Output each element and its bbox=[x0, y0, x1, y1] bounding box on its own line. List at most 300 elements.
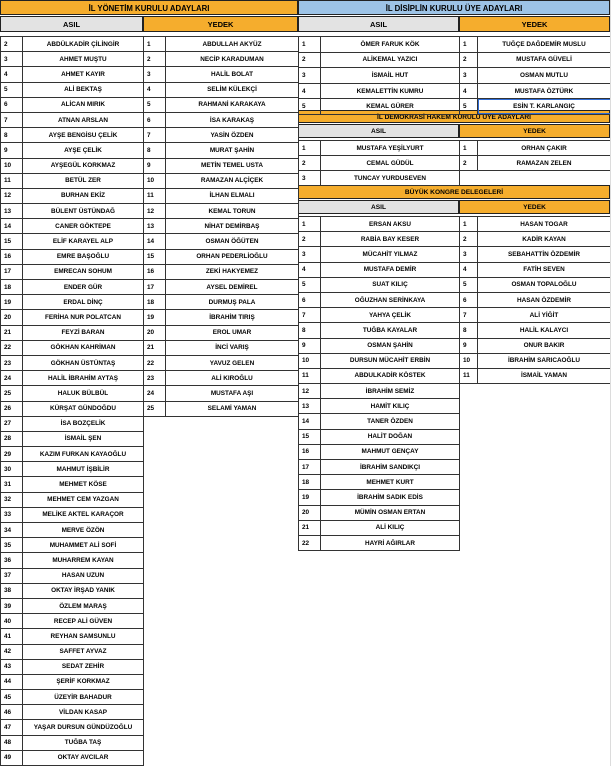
row-number[interactable]: 33 bbox=[1, 507, 23, 522]
row-number[interactable]: 3 bbox=[460, 247, 478, 262]
candidate-name[interactable]: CANER GÖKTEPE bbox=[23, 219, 144, 234]
row-number[interactable]: 6 bbox=[1, 97, 23, 112]
table-row bbox=[1, 720, 144, 735]
candidate-name[interactable]: HAYRİ AĞIRLAR bbox=[321, 535, 460, 550]
candidate-name[interactable]: YASİN ÖZDEN bbox=[166, 128, 299, 143]
candidate-name[interactable]: AYŞEGÜL KORKMAZ bbox=[23, 158, 144, 173]
table-row bbox=[1, 553, 144, 568]
candidate-name[interactable]: İBRAHİM SANDIKÇI bbox=[321, 460, 460, 475]
row-number[interactable]: 17 bbox=[1, 264, 23, 279]
table-row bbox=[1, 128, 144, 143]
row-number[interactable]: 6 bbox=[460, 292, 478, 307]
candidate-name[interactable]: YAVUZ GELEN bbox=[166, 355, 299, 370]
candidate-name[interactable]: MEHMET CEM YAZGAN bbox=[23, 492, 144, 507]
candidate-name[interactable]: TUĞBA TAŞ bbox=[23, 735, 144, 750]
table-row bbox=[299, 156, 460, 171]
candidate-name[interactable]: DURSUN MÜCAHİT ERBİN bbox=[321, 353, 460, 368]
candidate-name[interactable]: HALİL BOLAT bbox=[166, 67, 299, 82]
candidate-name[interactable]: KEMAL GÜRER bbox=[321, 99, 460, 115]
candidate-name[interactable]: ŞERİF KORKMAZ bbox=[23, 674, 144, 689]
row-number[interactable]: 14 bbox=[299, 414, 321, 429]
candidate-name[interactable]: HALUK BÜLBÜL bbox=[23, 386, 144, 401]
row-number[interactable]: 7 bbox=[460, 308, 478, 323]
candidate-name[interactable]: ERDAL DİNÇ bbox=[23, 295, 144, 310]
candidate-name[interactable]: SUAT KILIÇ bbox=[321, 277, 460, 292]
candidate-name[interactable]: MUSTAFA AŞI bbox=[166, 386, 299, 401]
candidate-name[interactable]: MUSTAFA GÜVELİ bbox=[478, 52, 611, 68]
row-number[interactable]: 23 bbox=[144, 371, 166, 386]
candidate-name[interactable]: MELİKE AKTEL KARAÇOR bbox=[23, 507, 144, 522]
table-row bbox=[144, 386, 299, 401]
table-row bbox=[144, 112, 299, 127]
table-row bbox=[1, 173, 144, 188]
candidate-name[interactable]: ONUR BAKIR bbox=[478, 338, 611, 353]
candidate-name[interactable]: BÜLENT ÜSTÜNDAĞ bbox=[23, 204, 144, 219]
table-row bbox=[299, 141, 460, 156]
candidate-name[interactable]: BETÜL ZER bbox=[23, 173, 144, 188]
row-number[interactable]: 28 bbox=[1, 431, 23, 446]
candidate-name[interactable]: İSA BOZÇELİK bbox=[23, 416, 144, 431]
row-number[interactable]: 20 bbox=[1, 310, 23, 325]
candidate-name[interactable]: RABİA BAY KESER bbox=[321, 232, 460, 247]
candidate-name[interactable]: ALİCAN MIRIK bbox=[23, 97, 144, 112]
candidate-name[interactable]: İSMAİL YAMAN bbox=[478, 368, 611, 383]
row-number[interactable]: 9 bbox=[1, 143, 23, 158]
hakem-asil-table bbox=[298, 140, 460, 186]
row-number[interactable]: 1 bbox=[299, 217, 321, 232]
row-number[interactable]: 41 bbox=[1, 629, 23, 644]
row-number[interactable]: 46 bbox=[1, 705, 23, 720]
table-row bbox=[1, 52, 144, 67]
candidate-name[interactable]: İNCİ VARIŞ bbox=[166, 340, 299, 355]
table-row bbox=[1, 750, 144, 765]
candidate-name[interactable]: NECİP KARADUMAN bbox=[166, 52, 299, 67]
table-row bbox=[460, 353, 611, 368]
candidate-name[interactable]: SEBAHATTİN ÖZDEMİR bbox=[478, 247, 611, 262]
row-number[interactable]: 6 bbox=[299, 292, 321, 307]
row-number[interactable]: 17 bbox=[144, 280, 166, 295]
candidate-name[interactable]: EMRE BAŞOĞLU bbox=[23, 249, 144, 264]
candidate-name[interactable]: HALİL İBRAHİM AYTAŞ bbox=[23, 371, 144, 386]
candidate-name[interactable]: VİLDAN KASAP bbox=[23, 705, 144, 720]
table-row bbox=[1, 219, 144, 234]
row-number[interactable]: 2 bbox=[299, 232, 321, 247]
row-number[interactable]: 2 bbox=[299, 52, 321, 68]
row-number[interactable]: 48 bbox=[1, 735, 23, 750]
row-number[interactable]: 18 bbox=[1, 280, 23, 295]
candidate-name[interactable]: MUHAMMET ALİ SOFİ bbox=[23, 538, 144, 553]
row-number[interactable]: 19 bbox=[144, 310, 166, 325]
row-number[interactable]: 4 bbox=[299, 83, 321, 99]
candidate-name[interactable]: YAHYA ÇELİK bbox=[321, 308, 460, 323]
row-number[interactable]: 47 bbox=[1, 720, 23, 735]
candidate-name[interactable]: SELİM KÜLEKÇİ bbox=[166, 82, 299, 97]
row-number[interactable]: 5 bbox=[460, 277, 478, 292]
row-number[interactable]: 16 bbox=[1, 249, 23, 264]
candidate-name[interactable]: İLHAN ELMALI bbox=[166, 188, 299, 203]
row-number[interactable]: 36 bbox=[1, 553, 23, 568]
row-number[interactable]: 6 bbox=[144, 112, 166, 127]
row-number[interactable]: 14 bbox=[1, 219, 23, 234]
table-row bbox=[1, 386, 144, 401]
row-number[interactable]: 40 bbox=[1, 614, 23, 629]
row-number[interactable]: 1 bbox=[460, 37, 478, 53]
row-number[interactable]: 5 bbox=[460, 99, 478, 115]
candidate-name[interactable]: ERSAN AKSU bbox=[321, 217, 460, 232]
row-number[interactable]: 19 bbox=[1, 295, 23, 310]
table-row bbox=[460, 292, 611, 307]
row-number[interactable]: 3 bbox=[144, 67, 166, 82]
table-row bbox=[144, 37, 299, 52]
row-number[interactable]: 7 bbox=[299, 308, 321, 323]
row-number[interactable]: 42 bbox=[1, 644, 23, 659]
table-row bbox=[299, 414, 460, 429]
row-number[interactable]: 16 bbox=[299, 444, 321, 459]
candidate-name[interactable]: SEDAT ZEHİR bbox=[23, 659, 144, 674]
candidate-name[interactable]: MÜCAHİT YILMAZ bbox=[321, 247, 460, 262]
candidate-name[interactable]: TANER ÖZDEN bbox=[321, 414, 460, 429]
table-row bbox=[144, 219, 299, 234]
candidate-name[interactable]: HASAN UZUN bbox=[23, 568, 144, 583]
row-number[interactable]: 31 bbox=[1, 477, 23, 492]
table-row bbox=[460, 262, 611, 277]
candidate-name[interactable]: DURMUŞ PALA bbox=[166, 295, 299, 310]
candidate-name[interactable]: SELAMİ YAMAN bbox=[166, 401, 299, 416]
row-number[interactable]: 25 bbox=[1, 386, 23, 401]
candidate-name[interactable]: SAFFET AYVAZ bbox=[23, 644, 144, 659]
row-number[interactable]: 25 bbox=[144, 401, 166, 416]
row-number[interactable]: 1 bbox=[460, 141, 478, 156]
candidate-name[interactable]: CEMAL GÜDÜL bbox=[321, 156, 460, 171]
candidate-name[interactable]: ATNAN ARSLAN bbox=[23, 112, 144, 127]
row-number[interactable]: 12 bbox=[144, 204, 166, 219]
candidate-name[interactable]: FEYZİ BARAN bbox=[23, 325, 144, 340]
table-row bbox=[299, 217, 460, 232]
table-row bbox=[299, 52, 460, 68]
table-row bbox=[1, 614, 144, 629]
candidate-name[interactable]: NİHAT DEMİRBAŞ bbox=[166, 219, 299, 234]
candidate-name[interactable]: ORHAN ÇAKIR bbox=[478, 141, 611, 156]
table-row bbox=[1, 659, 144, 674]
candidate-name[interactable]: ÖZLEM MARAŞ bbox=[23, 598, 144, 613]
row-number[interactable]: 1 bbox=[299, 37, 321, 53]
row-number[interactable]: 18 bbox=[299, 475, 321, 490]
candidate-name[interactable]: REYHAN SAMSUNLU bbox=[23, 629, 144, 644]
candidate-name[interactable]: OĞUZHAN SERİNKAYA bbox=[321, 292, 460, 307]
disiplin-yedek-header: YEDEK bbox=[459, 16, 610, 32]
table-row bbox=[299, 444, 460, 459]
candidate-name[interactable]: İBRAHİM SARICAOĞLU bbox=[478, 353, 611, 368]
row-number[interactable]: 30 bbox=[1, 462, 23, 477]
candidate-name[interactable]: İSMAİL ŞEN bbox=[23, 431, 144, 446]
row-number[interactable]: 4 bbox=[460, 262, 478, 277]
candidate-name[interactable]: MAHMUT İŞBİLİR bbox=[23, 462, 144, 477]
candidate-name[interactable]: ORHAN PEDERLİOĞLU bbox=[166, 249, 299, 264]
candidate-name[interactable]: ABDULLAH AKYÜZ bbox=[166, 37, 299, 52]
row-number[interactable]: 18 bbox=[144, 295, 166, 310]
row-number[interactable]: 4 bbox=[1, 67, 23, 82]
table-row bbox=[299, 68, 460, 84]
row-number[interactable]: 3 bbox=[299, 68, 321, 84]
table-row bbox=[1, 431, 144, 446]
row-number[interactable]: 16 bbox=[144, 264, 166, 279]
candidate-name[interactable]: OKTAY İRŞAD YANIK bbox=[23, 583, 144, 598]
table-row bbox=[1, 97, 144, 112]
row-number[interactable]: 2 bbox=[460, 156, 478, 171]
row-number[interactable]: 13 bbox=[1, 204, 23, 219]
row-number[interactable]: 19 bbox=[299, 490, 321, 505]
row-number[interactable]: 8 bbox=[460, 323, 478, 338]
row-number[interactable]: 21 bbox=[299, 520, 321, 535]
candidate-name[interactable]: YAŞAR DURSUN GÜNDÜZOĞLU bbox=[23, 720, 144, 735]
row-number[interactable]: 5 bbox=[299, 99, 321, 115]
row-number[interactable]: 22 bbox=[144, 355, 166, 370]
candidate-name[interactable]: EROL UMAR bbox=[166, 325, 299, 340]
candidate-name[interactable]: ESİN T. KARLANGIÇ bbox=[478, 99, 611, 115]
candidate-name[interactable]: ALİ KIROĞLU bbox=[166, 371, 299, 386]
candidate-name[interactable]: OSMAN TOPALOĞLU bbox=[478, 277, 611, 292]
table-row bbox=[144, 82, 299, 97]
row-number[interactable]: 11 bbox=[144, 188, 166, 203]
row-number[interactable]: 1 bbox=[460, 217, 478, 232]
row-number[interactable]: 21 bbox=[144, 340, 166, 355]
table-row bbox=[460, 338, 611, 353]
row-number[interactable]: 20 bbox=[299, 505, 321, 520]
row-number[interactable]: 11 bbox=[1, 173, 23, 188]
candidate-name[interactable]: MERVE ÖZÖN bbox=[23, 523, 144, 538]
row-number[interactable]: 26 bbox=[1, 401, 23, 416]
row-number[interactable]: 22 bbox=[299, 535, 321, 550]
candidate-name[interactable]: ALİKEMAL YAZICI bbox=[321, 52, 460, 68]
candidate-name[interactable]: MUHARREM KAYAN bbox=[23, 553, 144, 568]
row-number[interactable]: 39 bbox=[1, 598, 23, 613]
row-number[interactable]: 2 bbox=[144, 52, 166, 67]
row-number[interactable]: 8 bbox=[1, 128, 23, 143]
candidate-name[interactable]: AYŞE ÇELİK bbox=[23, 143, 144, 158]
candidate-name[interactable]: ELİF KARAYEL ALP bbox=[23, 234, 144, 249]
candidate-name[interactable]: ALİ YİĞİT bbox=[478, 308, 611, 323]
row-number[interactable]: 15 bbox=[1, 234, 23, 249]
row-number[interactable]: 24 bbox=[1, 371, 23, 386]
sheet-gridline bbox=[610, 0, 611, 766]
candidate-name[interactable]: OSMAN ÖĞÜTEN bbox=[166, 234, 299, 249]
table-row bbox=[299, 277, 460, 292]
row-number[interactable]: 3 bbox=[1, 52, 23, 67]
row-number[interactable]: 2 bbox=[299, 156, 321, 171]
row-number[interactable]: 3 bbox=[299, 171, 321, 186]
candidate-name[interactable]: GÖKHAN ÜSTÜNTAŞ bbox=[23, 355, 144, 370]
candidate-name[interactable]: TUĞBA KAYALAR bbox=[321, 323, 460, 338]
candidate-name[interactable]: MUSTAFA ÖZTÜRK bbox=[478, 83, 611, 99]
hakem-yedek-header: YEDEK bbox=[459, 124, 610, 138]
candidate-name[interactable]: HASAN TOGAR bbox=[478, 217, 611, 232]
table-row bbox=[1, 280, 144, 295]
table-row bbox=[1, 264, 144, 279]
row-number[interactable]: 2 bbox=[1, 37, 23, 52]
row-number[interactable]: 13 bbox=[299, 399, 321, 414]
candidate-name[interactable]: AHMET MUŞTU bbox=[23, 52, 144, 67]
candidate-name[interactable]: AHMET KAYIR bbox=[23, 67, 144, 82]
candidate-name[interactable]: İSMAİL HUT bbox=[321, 68, 460, 84]
row-number[interactable]: 8 bbox=[299, 323, 321, 338]
row-number[interactable]: 35 bbox=[1, 538, 23, 553]
table-row bbox=[144, 355, 299, 370]
table-row bbox=[299, 308, 460, 323]
candidate-name[interactable]: HALİT DOĞAN bbox=[321, 429, 460, 444]
row-number[interactable]: 3 bbox=[460, 68, 478, 84]
table-row bbox=[299, 99, 460, 115]
candidate-name[interactable]: MEHMET KURT bbox=[321, 475, 460, 490]
row-number[interactable]: 27 bbox=[1, 416, 23, 431]
row-number[interactable]: 8 bbox=[144, 143, 166, 158]
candidate-name[interactable]: İSA KARAKAŞ bbox=[166, 112, 299, 127]
candidate-name[interactable]: ABDULKADİR KÖSTEK bbox=[321, 368, 460, 383]
candidate-name[interactable]: ÖMER FARUK KÖK bbox=[321, 37, 460, 53]
candidate-name[interactable]: TUĞÇE DAĞDEMİR MUSLU bbox=[478, 37, 611, 53]
candidate-name[interactable]: HASAN ÖZDEMİR bbox=[478, 292, 611, 307]
table-row bbox=[299, 399, 460, 414]
row-number[interactable]: 10 bbox=[1, 158, 23, 173]
candidate-name[interactable]: FERİHA NUR POLATCAN bbox=[23, 310, 144, 325]
candidate-name[interactable]: TUNCAY YURDUSEVEN bbox=[321, 171, 460, 186]
candidate-name[interactable]: ENDER GÜR bbox=[23, 280, 144, 295]
row-number[interactable]: 9 bbox=[299, 338, 321, 353]
row-number[interactable]: 29 bbox=[1, 447, 23, 462]
row-number[interactable]: 20 bbox=[144, 325, 166, 340]
candidate-name[interactable]: MURAT ŞAHİN bbox=[166, 143, 299, 158]
table-row bbox=[299, 37, 460, 53]
candidate-name[interactable]: GÖKHAN KAHRİMAN bbox=[23, 340, 144, 355]
row-number[interactable]: 10 bbox=[460, 353, 478, 368]
row-number[interactable]: 2 bbox=[460, 52, 478, 68]
row-number[interactable]: 4 bbox=[460, 83, 478, 99]
row-number[interactable]: 34 bbox=[1, 523, 23, 538]
kongre-asil-header: ASIL bbox=[298, 200, 459, 214]
candidate-name[interactable]: KADİR KAYAN bbox=[478, 232, 611, 247]
table-row bbox=[299, 83, 460, 99]
candidate-name[interactable]: KEMAL TORUN bbox=[166, 204, 299, 219]
candidate-name[interactable]: MEHMET KÖSE bbox=[23, 477, 144, 492]
row-number[interactable]: 21 bbox=[1, 325, 23, 340]
row-number[interactable]: 4 bbox=[299, 262, 321, 277]
row-number[interactable]: 22 bbox=[1, 340, 23, 355]
candidate-name[interactable]: RAMAZAN ZELEN bbox=[478, 156, 611, 171]
candidate-name[interactable]: İBRAHİM TIRIŞ bbox=[166, 310, 299, 325]
row-number[interactable]: 4 bbox=[144, 82, 166, 97]
table-row bbox=[1, 67, 144, 82]
candidate-name[interactable]: İBRAHİM SADIK EDİS bbox=[321, 490, 460, 505]
table-row bbox=[460, 277, 611, 292]
row-number[interactable]: 5 bbox=[144, 97, 166, 112]
row-number[interactable]: 43 bbox=[1, 659, 23, 674]
row-number[interactable]: 7 bbox=[144, 128, 166, 143]
candidate-name[interactable]: MAHMUT GENÇAY bbox=[321, 444, 460, 459]
row-number[interactable]: 5 bbox=[1, 82, 23, 97]
candidate-name[interactable]: ZEKİ HAKYEMEZ bbox=[166, 264, 299, 279]
yonetim-yedek-header: YEDEK bbox=[143, 16, 298, 32]
row-number[interactable]: 10 bbox=[299, 353, 321, 368]
row-number[interactable]: 13 bbox=[144, 219, 166, 234]
table-row bbox=[1, 523, 144, 538]
row-number[interactable]: 9 bbox=[144, 158, 166, 173]
row-number[interactable]: 1 bbox=[144, 37, 166, 52]
row-number[interactable]: 2 bbox=[460, 232, 478, 247]
disiplin-yedek-table bbox=[459, 36, 611, 115]
table-row bbox=[1, 355, 144, 370]
candidate-name[interactable]: FATİH SEVEN bbox=[478, 262, 611, 277]
candidate-name[interactable]: MUSTAFA DEMİR bbox=[321, 262, 460, 277]
candidate-name[interactable]: RECEP ALİ GÜVEN bbox=[23, 614, 144, 629]
candidate-name[interactable]: KEMALETTİN KUMRU bbox=[321, 83, 460, 99]
row-number[interactable]: 49 bbox=[1, 750, 23, 765]
row-number[interactable]: 11 bbox=[299, 368, 321, 383]
row-number[interactable]: 17 bbox=[299, 460, 321, 475]
candidate-name[interactable]: ALİ KILIÇ bbox=[321, 520, 460, 535]
candidate-name[interactable]: OKTAY AVCILAR bbox=[23, 750, 144, 765]
yonetim-asil-header: ASIL bbox=[0, 16, 143, 32]
table-row bbox=[144, 173, 299, 188]
candidate-name[interactable]: İBRAHİM SEMİZ bbox=[321, 384, 460, 399]
row-number[interactable]: 12 bbox=[1, 188, 23, 203]
table-row bbox=[144, 97, 299, 112]
table-row bbox=[1, 401, 144, 416]
row-number[interactable]: 15 bbox=[299, 429, 321, 444]
candidate-name[interactable]: RAMAZAN ALÇİÇEK bbox=[166, 173, 299, 188]
candidate-name[interactable]: OSMAN ŞAHİN bbox=[321, 338, 460, 353]
row-number[interactable]: 14 bbox=[144, 234, 166, 249]
candidate-name[interactable]: KÜRŞAT GÜNDOĞDU bbox=[23, 401, 144, 416]
table-row bbox=[1, 112, 144, 127]
row-number[interactable]: 23 bbox=[1, 355, 23, 370]
candidate-name[interactable]: ABDÜLKADİR ÇİLİNGİR bbox=[23, 37, 144, 52]
candidate-name[interactable]: AYŞE BENGİSU ÇELİK bbox=[23, 128, 144, 143]
row-number[interactable]: 7 bbox=[1, 112, 23, 127]
table-row bbox=[144, 264, 299, 279]
row-number[interactable]: 11 bbox=[460, 368, 478, 383]
table-row bbox=[144, 158, 299, 173]
row-number[interactable]: 1 bbox=[299, 141, 321, 156]
row-number[interactable]: 3 bbox=[299, 247, 321, 262]
row-number[interactable]: 15 bbox=[144, 249, 166, 264]
candidate-name[interactable]: MUSTAFA YEŞİLYURT bbox=[321, 141, 460, 156]
row-number[interactable]: 44 bbox=[1, 674, 23, 689]
row-number[interactable]: 24 bbox=[144, 386, 166, 401]
candidate-name[interactable]: BURHAN EKİZ bbox=[23, 188, 144, 203]
candidate-name[interactable]: METİN TEMEL USTA bbox=[166, 158, 299, 173]
candidate-name[interactable]: ÜZEYİR BAHADUR bbox=[23, 690, 144, 705]
candidate-name[interactable]: MÜMİN OSMAN ERTAN bbox=[321, 505, 460, 520]
disiplin-title: İL DİSİPLİN KURULU ÜYE ADAYLARI bbox=[298, 0, 610, 15]
candidate-name[interactable]: OSMAN MUTLU bbox=[478, 68, 611, 84]
table-row bbox=[299, 490, 460, 505]
table-row bbox=[1, 690, 144, 705]
candidate-name[interactable]: HALİL KALAYCI bbox=[478, 323, 611, 338]
candidate-name[interactable]: KAZIM FURKAN KAYAOĞLU bbox=[23, 447, 144, 462]
candidate-name[interactable]: HAMİT KILIÇ bbox=[321, 399, 460, 414]
row-number[interactable]: 5 bbox=[299, 277, 321, 292]
row-number[interactable]: 9 bbox=[460, 338, 478, 353]
row-number[interactable]: 32 bbox=[1, 492, 23, 507]
row-number[interactable]: 45 bbox=[1, 690, 23, 705]
row-number[interactable]: 12 bbox=[299, 384, 321, 399]
candidate-name[interactable]: AYSEL DEMİREL bbox=[166, 280, 299, 295]
candidate-name[interactable]: EMRECAN SOHUM bbox=[23, 264, 144, 279]
candidate-name[interactable]: RAHMANİ KARAKAYA bbox=[166, 97, 299, 112]
row-number[interactable]: 10 bbox=[144, 173, 166, 188]
row-number[interactable]: 37 bbox=[1, 568, 23, 583]
candidate-name[interactable]: ALİ BEKTAŞ bbox=[23, 82, 144, 97]
row-number[interactable]: 38 bbox=[1, 583, 23, 598]
